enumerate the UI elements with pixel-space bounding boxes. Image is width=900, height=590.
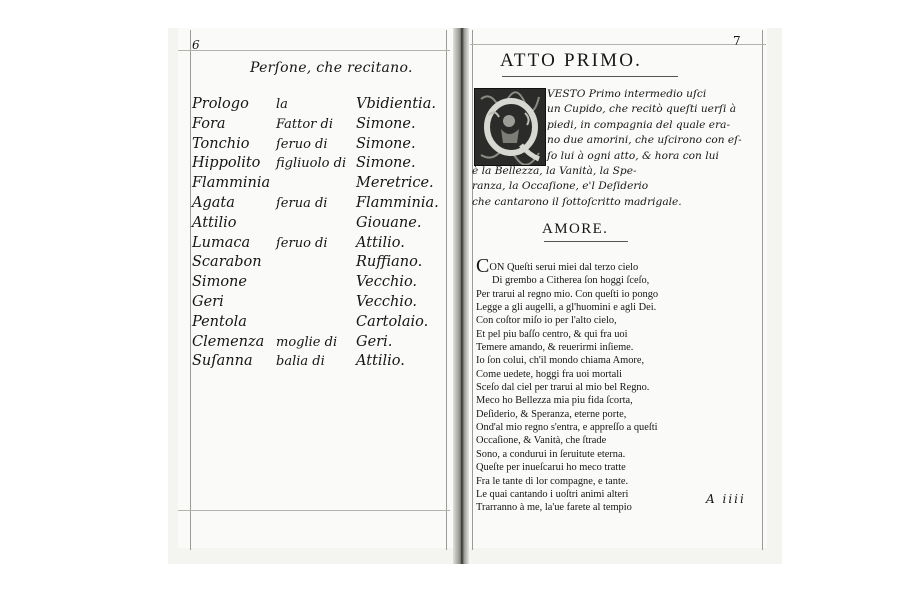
intro-line: un Cupido, che recitò queſti uerſi à	[547, 103, 737, 116]
verse-line: Et pel piu baſſo centro, & qui fra uoi	[476, 328, 628, 340]
right-page-number: 7	[733, 34, 741, 48]
intro-line: che cantarono il ſottoſcritto madrigale.	[472, 195, 682, 208]
cast-row	[192, 116, 452, 136]
cast-relation: ſeruo di	[276, 136, 328, 152]
cast-name: Pentola	[192, 313, 247, 330]
cast-name: Flamminia	[192, 175, 271, 192]
cast-row	[192, 274, 452, 294]
verse-line: Di grembo a Citherea ſon hoggi ſceſo,	[492, 275, 650, 287]
verse-line: Sono, a condurui in ſeruitute eterna.	[476, 448, 626, 460]
intro-line: è la Bellezza, la Vanità, la Spe-	[472, 165, 637, 178]
verse-line: Con coſtor miſo io per l'alto cielo,	[476, 315, 617, 327]
cast-role: Simone.	[356, 155, 416, 172]
section-title-rule	[544, 241, 628, 242]
cast-relation: ſerua di	[276, 195, 328, 211]
cast-relation: ſeruo di	[276, 235, 328, 251]
left-margin-rule	[190, 30, 191, 550]
cast-row	[192, 294, 452, 314]
signature-mark: A iiii	[706, 492, 746, 506]
cast-relation: moglie di	[276, 334, 338, 350]
cast-row	[192, 155, 452, 175]
cast-name: Clemenza	[192, 333, 265, 350]
cast-name: Geri	[192, 293, 224, 310]
cast-name: Agata	[192, 194, 235, 211]
intro-line: piedi, in compagnia del quale era-	[547, 118, 731, 131]
intro-line: VESTO Primo intermedio uſci	[547, 88, 707, 100]
cast-relation: balia di	[276, 354, 325, 370]
cast-name: Scarabon	[192, 254, 262, 271]
cast-relation: la	[276, 97, 288, 112]
cast-role: Vecchio.	[356, 274, 418, 291]
cast-name: Hippolito	[192, 155, 261, 172]
cast-relation: figliuolo di	[276, 156, 347, 172]
cast-row	[192, 175, 452, 195]
cast-row	[192, 96, 452, 116]
cast-role: Attilio.	[356, 234, 405, 251]
cast-role: Cartolaio.	[356, 313, 429, 330]
cast-role: Attilio.	[356, 353, 405, 370]
verse-line: Trarranno à me, la'ue farete al tempio	[476, 502, 632, 514]
cast-role: Simone.	[356, 135, 416, 152]
cast-name: Attilio	[192, 214, 237, 231]
cast-name: Lumaca	[192, 234, 251, 251]
cast-name: Suſanna	[192, 353, 253, 370]
cast-name: Simone	[192, 274, 247, 291]
cast-row	[192, 235, 452, 255]
cast-row	[192, 195, 452, 215]
verse-line-text: ON Queſti serui miei dal terzo cielo	[489, 262, 639, 273]
verse-line: Le quai cantando i uoſtri animi alteri	[476, 488, 629, 500]
act-title: ATTO PRIMO.	[500, 50, 643, 71]
cast-list	[192, 96, 452, 373]
verse-line: Legge a gli augelli, a gl'huomini e agli Dei.	[476, 302, 657, 314]
verse-line: Per trarui al regno mio. Con queſti io pongo	[476, 288, 659, 300]
cast-row	[192, 314, 452, 334]
cast-role: Vecchio.	[356, 293, 418, 310]
cast-name: Fora	[192, 115, 226, 132]
verse-line: Deſiderio, & Speranza, eterne porte,	[476, 408, 627, 420]
cast-name: Prologo	[192, 96, 249, 112]
verse-line: Meco ho Bellezza mia piu fida ſcorta,	[476, 395, 633, 407]
cast-role: Meretrice.	[356, 175, 434, 192]
right-top-rule	[470, 44, 766, 45]
verse-line: Queſte per inueſcarui ho meco tratte	[476, 462, 626, 474]
intro-line: no due amorini, che uſcirono con eſ-	[547, 134, 742, 147]
verse-line: Sceſo dal ciel per trarui al mio bel Regno.	[476, 382, 650, 394]
verse-line: Io ſon colui, ch'il mondo chiama Amore,	[476, 355, 645, 367]
cast-role: Flamminia.	[356, 194, 439, 211]
left-bottom-rule	[178, 510, 450, 511]
left-page-number: 6	[192, 38, 200, 52]
madrigal-verse	[476, 255, 768, 515]
cast-role: Geri.	[356, 333, 393, 350]
cast-role: Simone.	[356, 115, 416, 132]
verse-initial: C	[476, 255, 490, 277]
cast-role: Giouane.	[356, 214, 422, 231]
cast-role: Vbidientia.	[356, 96, 436, 112]
intro-line: ranza, la Occaſione, e'l Deſiderio	[472, 180, 649, 193]
cast-row	[192, 353, 452, 373]
intro-line: ſo lui à ogni atto, & hora con lui	[547, 149, 719, 162]
verse-line: Come uedete, hoggi fra uoi mortali	[476, 368, 623, 380]
cast-relation: Fattor di	[276, 116, 333, 132]
left-top-rule	[178, 50, 450, 51]
cast-row	[192, 334, 452, 354]
cast-name: Tonchio	[192, 135, 250, 152]
cast-row	[192, 215, 452, 235]
cast-row	[192, 254, 452, 274]
cast-role: Ruffiano.	[356, 254, 423, 271]
verse-line	[476, 255, 768, 277]
book-gutter	[453, 28, 469, 564]
cast-row	[192, 136, 452, 156]
verse-line: Fra le tante di lor compagne, e tante.	[476, 475, 629, 487]
intro-paragraph	[472, 87, 772, 210]
verse-line: Occaſione, & Vanità, che ſtrade	[476, 435, 607, 447]
verse-line: Ond'al mio regno s'entra, e appreſſo a queſti	[476, 422, 658, 434]
verse-line: Temere amando, & reuerirmi inſieme.	[476, 342, 634, 354]
section-title: AMORE.	[542, 221, 609, 237]
left-page-title: Perſone, che recitano.	[250, 60, 413, 76]
act-title-rule	[502, 76, 678, 77]
